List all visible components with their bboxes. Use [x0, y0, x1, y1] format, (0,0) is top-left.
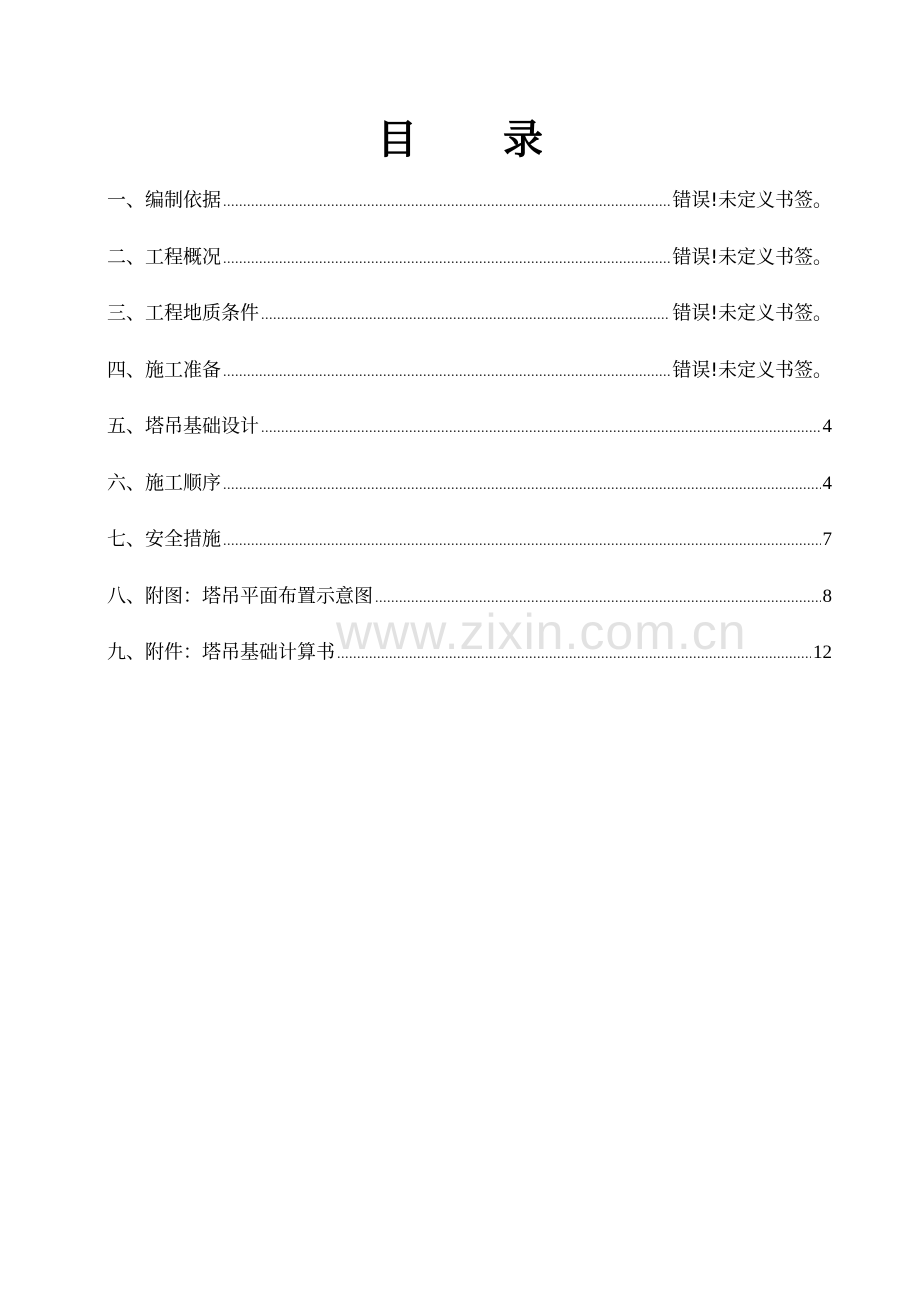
toc-leader-dots [223, 464, 820, 508]
toc-entry-label: 四、施工准备 [107, 358, 222, 381]
toc-entry[interactable] [107, 404, 832, 461]
toc-leader-dots [261, 407, 820, 451]
toc-entry[interactable] [107, 461, 832, 518]
toc-entry-page: 错误!未定义书签。 [672, 189, 832, 211]
toc-entry-page: 4 [822, 416, 832, 437]
title-char-1: 目 [377, 117, 417, 163]
toc-entry-label: 七、安全措施 [107, 528, 222, 550]
toc-entry-page: 7 [822, 529, 832, 550]
toc-leader-dots [223, 238, 670, 282]
toc-entry-label: 八、附图：塔吊平面布置示意图 [107, 584, 374, 607]
toc-leader-dots [223, 181, 670, 225]
title-char-2: 录 [503, 117, 543, 163]
toc-entry[interactable] [107, 574, 832, 631]
toc-entry[interactable] [107, 178, 832, 235]
toc-entry-page: 错误!未定义书签。 [672, 302, 832, 324]
table-of-contents [107, 178, 832, 687]
toc-entry-page: 12 [813, 642, 832, 663]
toc-entry-page: 4 [822, 472, 832, 494]
toc-entry-label: 六、施工顺序 [107, 471, 222, 494]
toc-leader-dots [375, 577, 820, 621]
toc-leader-dots [223, 351, 670, 395]
toc-entry-page: 错误!未定义书签。 [672, 358, 832, 381]
toc-entry-label: 二、工程概况 [107, 245, 222, 268]
toc-entry-page: 8 [822, 585, 832, 607]
toc-entry[interactable] [107, 517, 832, 574]
toc-leader-dots [261, 294, 670, 338]
page-title [0, 112, 920, 168]
toc-entry[interactable] [107, 630, 832, 687]
toc-entry-label: 九、附件：塔吊基础计算书 [107, 641, 336, 663]
toc-entry[interactable] [107, 235, 832, 292]
toc-entry-label: 一、编制依据 [107, 189, 222, 211]
toc-entry-label: 三、工程地质条件 [107, 302, 260, 324]
toc-entry[interactable] [107, 348, 832, 405]
toc-entry[interactable] [107, 291, 832, 348]
toc-leader-dots [223, 520, 820, 564]
toc-entry-label: 五、塔吊基础设计 [107, 415, 260, 437]
toc-leader-dots [337, 633, 811, 677]
watermark: www.zixin.com.cn [336, 604, 747, 660]
toc-entry-page: 错误!未定义书签。 [672, 245, 832, 268]
